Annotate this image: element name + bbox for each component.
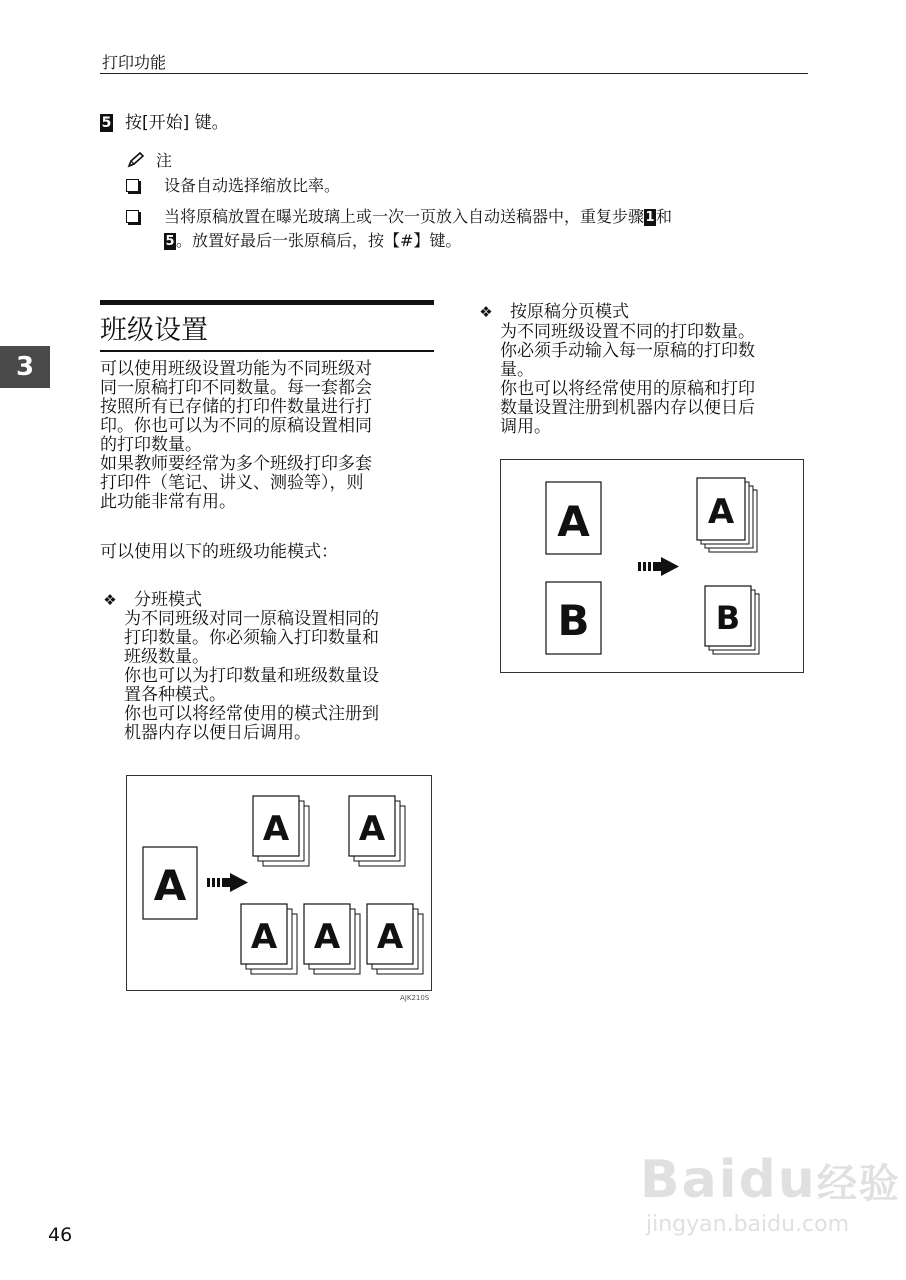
pencil-icon: [126, 151, 146, 169]
copy-letter: A: [358, 809, 386, 849]
copy-letter: A: [262, 809, 290, 849]
copy-stack: [241, 904, 297, 974]
watermark-cn: 经验: [816, 1161, 901, 1207]
step-ref-badge: 5: [165, 234, 175, 249]
page-mode-illustration: [501, 460, 803, 672]
mode-page-body: 为不同班级设置不同的打印数量。 你必须手动输入每一原稿的打印数 量。 你也可以将经常使用的原稿和打印 数量设置注册到机器内存以便日后 调用。: [500, 322, 755, 437]
copy-stack: [304, 904, 360, 974]
section-intro-modes: 可以使用以下的班级功能模式：: [100, 542, 338, 562]
copy-stack: [253, 796, 309, 866]
chapter-tab: 3: [0, 346, 50, 388]
copy-letter-b: B: [715, 599, 741, 637]
step-text: 按[开始] 键。: [125, 113, 229, 133]
copy-stack-b: [705, 586, 759, 654]
section-top-bar: [100, 300, 434, 305]
mode-page-title: 按原稿分页模式: [510, 302, 629, 322]
arrow-icon: [207, 873, 248, 892]
copy-stack-a: [697, 478, 757, 552]
copy-letter-a: A: [707, 492, 735, 532]
note-item-text: [164, 205, 816, 253]
note-item-2: [126, 205, 816, 253]
mode-class-body: 为不同班级对同一原稿设置相同的 打印数量。你必须输入打印数量和 班级数量。 你也可以为打印数量和班级数量设 置各种模式。 你也可以将经常使用的模式注册到 机器内存以便日后调用。: [124, 609, 379, 743]
original-letter-a: A: [557, 497, 590, 546]
watermark-url: jingyan.baidu.com: [646, 1212, 850, 1237]
note-item-text: 设备自动选择缩放比率。: [164, 176, 341, 195]
checkbox-bullet-icon: [126, 179, 139, 192]
checkbox-bullet-icon: [126, 210, 139, 223]
page-number: 46: [48, 1224, 73, 1246]
note-text-part: 和: [656, 207, 673, 226]
section-title: 班级设置: [100, 315, 208, 346]
watermark-brand: Bai: [640, 1150, 739, 1210]
copy-stack: [367, 904, 423, 974]
watermark-brand2: du: [738, 1150, 817, 1210]
step-number-badge: 5: [101, 115, 112, 131]
mode-class-title: 分班模式: [134, 590, 202, 610]
section-intro: 可以使用班级设置功能为不同班级对 同一原稿打印不同数量。每一套都会 按照所有已存储的打印件数量进行打 印。你也可以为不同的原稿设置相同 的打印数量。 如果教师要经常为多个班级打印多套 打印件（笔记、讲义、测验等），则 此功能非常有用。: [100, 359, 372, 512]
class-mode-illustration: [127, 776, 431, 990]
figure-code: AJK210S: [400, 994, 430, 1002]
note-text-part: 当将原稿放置在曝光玻璃上或一次一页放入自动送稿器中，重复步骤: [164, 207, 645, 226]
original-letter: A: [153, 861, 187, 910]
step-ref-badge: 1: [645, 210, 655, 225]
diamond-bullet-icon: ❖: [479, 303, 493, 321]
note-text-part: 。放置好最后一张原稿后，按【#】键。: [176, 231, 462, 250]
original-letter-b: B: [557, 596, 590, 645]
mode-page-heading: [474, 297, 629, 322]
page-mode-figure: [500, 459, 804, 673]
running-title: 打印功能: [102, 53, 167, 72]
arrow-icon: [638, 557, 679, 576]
section-rule: [100, 350, 434, 352]
header-rule: [100, 73, 808, 74]
step-5: [100, 108, 229, 133]
class-mode-figure: [126, 775, 432, 991]
watermark-logo: [640, 1150, 901, 1210]
mode-class-heading: [98, 585, 202, 610]
diamond-bullet-icon: ❖: [103, 591, 117, 609]
note-heading: [126, 148, 172, 171]
copy-letter: A: [250, 917, 278, 957]
copy-stack: [349, 796, 405, 866]
note-item-1: [126, 174, 816, 198]
note-title: 注: [156, 151, 173, 170]
copy-letter: A: [313, 917, 341, 957]
copy-letter: A: [376, 917, 404, 957]
